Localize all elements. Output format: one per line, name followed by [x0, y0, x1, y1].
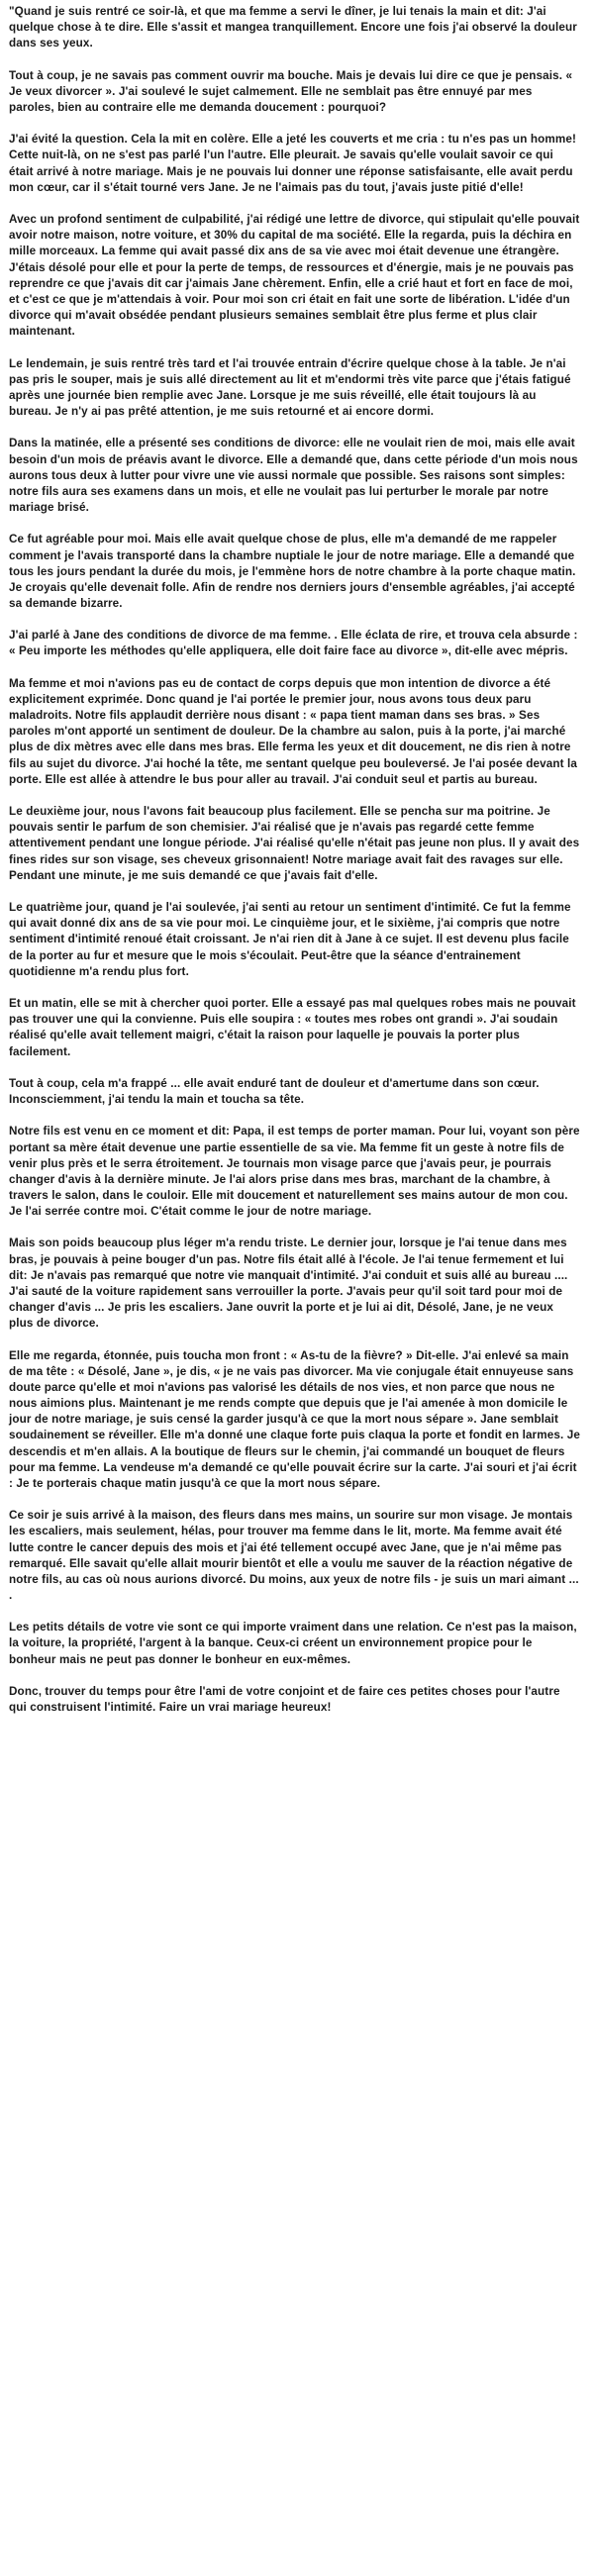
paragraph-12: Et un matin, elle se mit à chercher quoi porter. Elle a essayé pas mal quelques robes mais ne pouvait pas trouver une qui la convienne. Puis elle soupira : « toutes mes robes ont grandi ». J'ai soudain réalisé qu'elle avait tellement maigri, c'était la raison pour laquelle je pouvais la porter plus facilement.	[9, 997, 576, 1058]
paragraph-3: J'ai évité la question. Cela la mit en colère. Elle a jeté les couverts et me cria : tu n'es pas un homme! Cette nuit-là, on ne s'est pas parlé l'un l'autre. Elle pleurait. Je savais qu'elle voulait savoir ce qui était arrivé à notre mariage. Mais je ne pouvais lui donner une réponse satisfaisante, elle avait perdu mon cœur, car il s'était tourné vers Jane. Je ne l'aimais pas du tout, j'avais juste pitié d'elle!	[9, 133, 576, 194]
paragraph-1: "Quand je suis rentré ce soir-là, et que ma femme a servi le dîner, je lui tenais la main et dit: J'ai quelque chose à te dire. Elle s'assit et mangea tranquillement. Encore une fois j'ai observé la douleur dans ses yeux.	[9, 5, 577, 50]
paragraph-2: Tout à coup, je ne savais pas comment ouvrir ma bouche. Mais je devais lui dire ce que je pensais. « Je veux divorcer ». J'ai soulevé le sujet calmement. Elle ne semblait pas être ennuyé par mes paroles, bien au contraire elle me demanda doucement : pourquoi?	[9, 68, 573, 114]
paragraph-16: Elle me regarda, étonnée, puis toucha mon front : « As-tu de la fièvre? » Dit-elle. J'ai enlevé sa main de ma tête : « Désolé, Jane », je dis, « je ne vais pas divorcer. Ma vie conjugale était ennuyeuse sans doute parce qu'elle et moi n'avions pas valorisé les détails de nos vies, et non parce que nous ne nous aimions plus. Maintenant je me rends compte que depuis que je l'ai amenée à mon domicile le jour de notre mariage, je suis censé la garder jusqu'à ce que la mort nous sépare ». Jane semblait soudainement se réveiller. Elle m'a donné une claque forte puis claqua la porte et fondit en larmes. Je descendis et m'en allais. A la boutique de fleurs sur le chemin, j'ai commandé un bouquet de fleurs pour ma femme. La vendeuse m'a demandé ce qu'elle pouvait écrire sur la carte. J'ai souri et j'ai écrit : Je te porterais chaque matin jusqu'à ce que la mort nous sépare.	[9, 1348, 580, 1490]
paragraph-19: Donc, trouver du temps pour être l'ami de votre conjoint et de faire ces petites choses pour l'autre qui construisent l'intimité. Faire un vrai mariage heureux!	[9, 1684, 560, 1715]
paragraph-7: Ce fut agréable pour moi. Mais elle avait quelque chose de plus, elle m'a demandé de me rappeler comment je l'avais transporté dans la chambre nuptiale le jour de notre mariage. Elle a demandé que tous les jours pendant la durée du mois, je l'emmène hors de notre chambre à la porte chaque matin. Je croyais qu'elle devenait folle. Afin de rendre nos derniers jours d'ensemble agréables, j'ai accepté sa demande bizarre.	[9, 533, 576, 610]
paragraph-4: Avec un profond sentiment de culpabilité, j'ai rédigé une lettre de divorce, qui stipulait qu'elle pouvait avoir notre maison, notre voiture, et 30% du capital de ma société. Elle la regarda, puis la déchira en mille morceaux. La femme qui avait passé dix ans de sa vie avec moi était devenue une étrangère. J'étais désolé pour elle et pour la perte de temps, de ressources et d'énergie, mais je ne pouvais pas reprendre ce que j'avais dit car j'aimais Jane chèrement. Enfin, elle a crié haut et fort en face de moi, et c'est ce que je m'attendais à voir. Pour moi son cri était en fait une sorte de libération. L'idée d'un divorce qui m'avait obsédée pendant plusieurs semaines semblait être plus ferme et plus clair maintenant.	[9, 213, 580, 339]
paragraph-6: Dans la matinée, elle a présenté ses conditions de divorce: elle ne voulait rien de moi, mais elle avait besoin d'un mois de préavis avant le divorce. Elle a demandé que, dans cette période d'un mois nous aurons tous deux à lutter pour vivre une vie aussi normale que possible. Ses raisons sont simples: notre fils aura ses examens dans un mois, et elle ne voulait pas lui perturber le morale par notre mariage brisé.	[9, 437, 578, 514]
paragraph-14: Notre fils est venu en ce moment et dit: Papa, il est temps de porter maman. Pour lui, voyant son père portant sa mère était devenue une partie essentielle de sa vie. Ma femme fit un geste à notre fils de venir plus près et le serra étroitement. Je tournais mon visage parce que j'avais peur, je pourrais changer d'avis à la dernière minute. Je l'ai alors prise dans mes bras, marchant de la chambre, à travers le salon, dans le couloir. Elle mit doucement et naturellement ses mains autour de mon cou. Je l'ai serrée contre moi. C'était comme le jour de notre mariage.	[9, 1125, 580, 1219]
paragraph-18: Les petits détails de votre vie sont ce qui importe vraiment dans une relation. Ce n'est pas la maison, la voiture, la propriété, l'argent à la banque. Ceux-ci créent un environnement propice pour le bonheur mais ne peut pas donner le bonheur en eux-mêmes.	[9, 1621, 577, 1666]
paragraph-9: Ma femme et moi n'avions pas eu de contact de corps depuis que mon intention de divorce a été explicitement exprimée. Donc quand je l'ai portée le premier jour, nous avons tous deux paru maladroits. Notre fils applaudit derrière nous disant : « papa tient maman dans ses bras. » Ses paroles m'ont apporté un sentiment de douleur. De la chambre au salon, puis à la porte, j'ai marché plus de dix mètres avec elle dans mes bras. Elle ferma les yeux et dit doucement, ne dis rien à notre fils au sujet du divorce. J'ai hoché la tête, me sentant quelque peu bouleversé. Je l'ai posée devant la porte. Elle est allée à attendre le bus pour aller au travail. J'ai conduit seul et partis au bureau.	[9, 676, 578, 786]
paragraph-8: J'ai parlé à Jane des conditions de divorce de ma femme. . Elle éclata de rire, et trouva cela absurde : « Peu importe les méthodes qu'elle appliquera, elle doit faire face au divorce », dit-elle avec mépris.	[9, 629, 578, 658]
paragraph-13: Tout à coup, cela m'a frappé ... elle avait enduré tant de douleur et d'amertume dans son cœur. Inconsciemment, j'ai tendu la main et toucha sa tête.	[9, 1076, 540, 1106]
paragraph-15: Mais son poids beaucoup plus léger m'a rendu triste. Le dernier jour, lorsque je l'ai tenue dans mes bras, je pouvais à peine bouger d'un pas. Notre fils était allé à l'école. Je l'ai tenue fermement et lui dit: Je n'avais pas remarqué que notre vie manquait d'intimité. J'ai conduit et suis allé au bureau .... J'ai sauté de la voiture rapidement sans verrouiller la porte. J'avais peur qu'il soit tard pour moi de changer d'avis ... Je pris les escaliers. Jane ouvrit la porte et je lui ai dit, Désolé, Jane, je ne veux plus de divorce.	[9, 1237, 568, 1331]
paragraph-5: Le lendemain, je suis rentré très tard et l'ai trouvée entrain d'écrire quelque chose à la table. Je n'ai pas pris le souper, mais je suis allé directement au lit et m'endormi très vite parce que j'étais fatigué après une journée bien remplie avec Jane. Lorsque je me suis réveillé, elle était toujours là au bureau. Je n'y ai pas prêté attention, je me suis retourné et ai encore dormi.	[9, 356, 571, 419]
paragraph-11: Le quatrième jour, quand je l'ai soulevée, j'ai senti au retour un sentiment d'intimité. Ce fut la femme qui avait donné dix ans de sa vie pour moi. Le cinquième jour, et le sixième, j'ai compris que notre sentiment d'intimité renoué était croissant. Je n'ai rien dit à Jane à ce sujet. Il est devenu plus facile de la porter au fur et mesure que le mois s'écoulait. Peut-être que la séance d'entrainement quotidienne m'a rendu plus fort.	[9, 901, 571, 978]
paragraph-10: Le deuxième jour, nous l'avons fait beaucoup plus facilement. Elle se pencha sur ma poitrine. Je pouvais sentir le parfum de son chemisier. J'ai réalisé que je n'avais pas regardé cette femme attentivement pendant une longue période. J'ai réalisé qu'elle n'était pas jeune non plus. Il y avait des fines rides sur son visage, ses cheveux grisonnaient! Notre mariage avait fait des ravages sur elle. Pendant une minute, je me suis demandé ce que j'avais fait d'elle.	[9, 805, 580, 882]
paragraph-17: Ce soir je suis arrivé à la maison, des fleurs dans mes mains, un sourire sur mon visage. Je montais les escaliers, mais seulement, hélas, pour trouver ma femme dans le lit, morte. Ma femme avait été lutte contre le cancer depuis des mois et j'ai été tellement occupé avec Jane, que je n'ai même pas remarqué. Elle savait qu'elle allait mourir bientôt et elle a voulu me sauver de la réaction négative de notre fils, au cas où nous aurions divorcé. Du moins, aux yeux de notre fils - je suis un mari aimant ... .	[9, 1509, 579, 1602]
